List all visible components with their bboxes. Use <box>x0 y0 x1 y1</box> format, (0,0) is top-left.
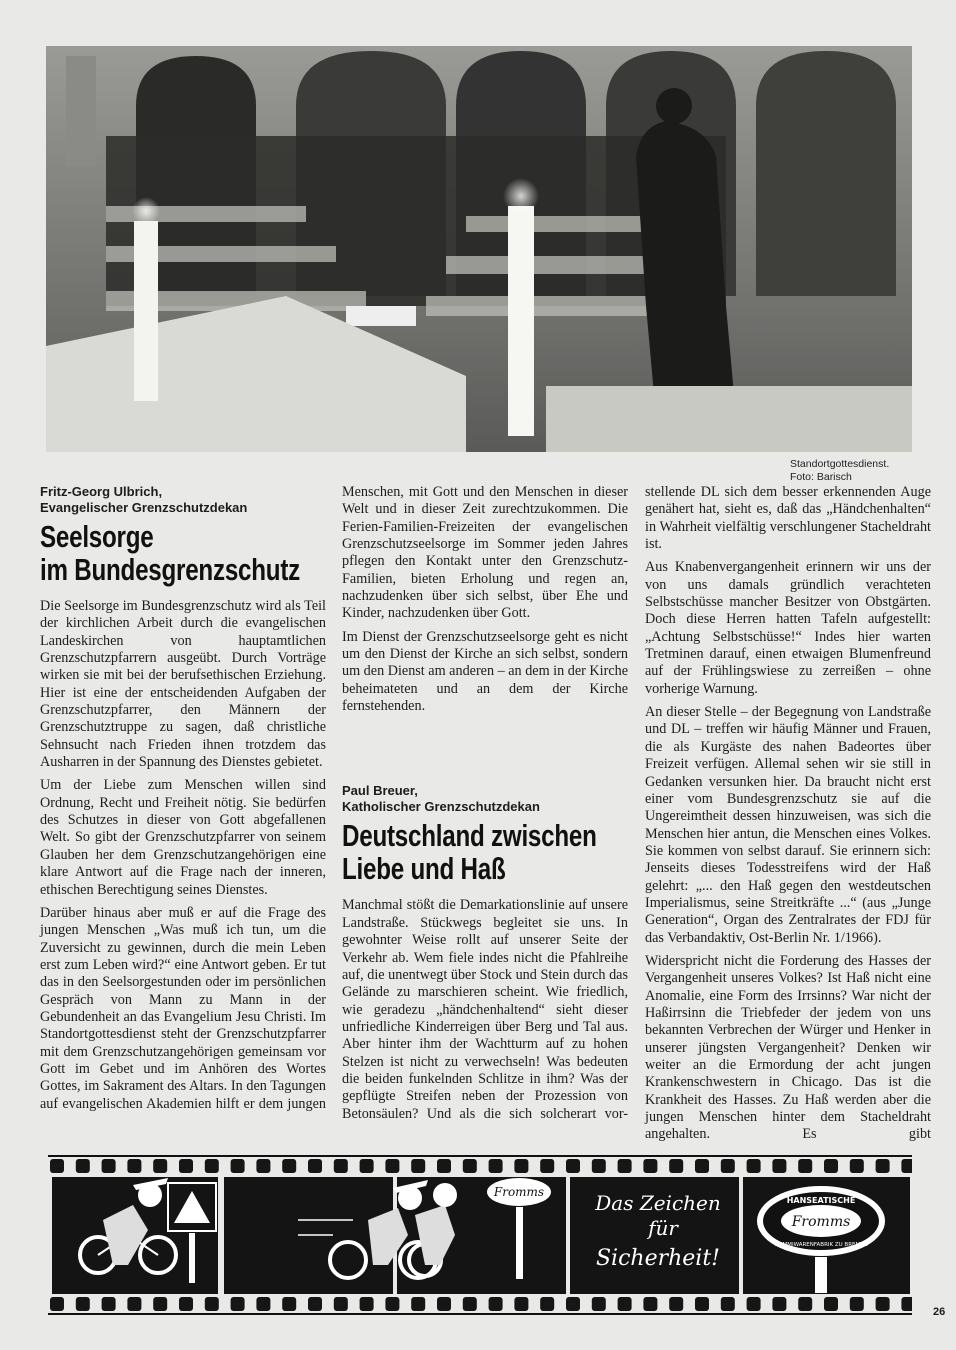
church-service-photo <box>46 46 912 452</box>
film-sprocket <box>695 1297 709 1311</box>
headline-line: Deutschland zwischen <box>342 818 597 854</box>
film-sprocket <box>256 1297 270 1311</box>
film-sprocket <box>205 1159 219 1173</box>
film-sprocket <box>231 1297 245 1311</box>
film-sprocket <box>901 1159 912 1173</box>
film-sprocket <box>876 1297 890 1311</box>
article2-author: Paul Breuer, <box>342 783 418 799</box>
svg-text:Fromms: Fromms <box>493 1185 545 1199</box>
film-sprocket <box>308 1297 322 1311</box>
column-3 <box>645 484 931 1150</box>
film-sprocket <box>489 1297 503 1311</box>
page-number: 26 <box>933 1306 946 1318</box>
headline-line: Seelsorge <box>40 519 154 554</box>
film-sprocket <box>514 1297 528 1311</box>
film-sprocket <box>592 1297 606 1311</box>
film-sprocket <box>695 1159 709 1173</box>
paragraph: An dieser Stelle – der Begegnung von Landstraße und DL – treffen wir häufig Männer und Frauen, die als Kurgäste des nahen Badeortes über Freizeit verfügen. Allemal sehen wir sie still in Gedanken versunken hier. Da braucht nicht erst einer vom Bundesgrenzschutz sie auf die Ungereimtheit dessen hinzuweisen, was sich die Menschen hier antun, die Menschen eines Volkes. Sie kommen von selbst darauf. Sie erinnern sich: Jenseits dieses Todesstreifens wird der Haß gelehrt: „... den Haß gegen den westdeutschen Imperialismus, seine Streitkräfte ...“ (aus „Junge Generation“, Organ des Zentralrates der FDJ für das Verbandaktiv, Ost-Berlin Nr. 1/1966). <box>645 704 931 946</box>
film-sprocket <box>850 1297 864 1311</box>
film-sprocket <box>153 1297 167 1311</box>
film-sprocket <box>618 1159 632 1173</box>
column-2 <box>342 484 628 1129</box>
film-sprocket <box>334 1159 348 1173</box>
film-sprocket <box>747 1297 761 1311</box>
film-sprocket <box>50 1159 64 1173</box>
svg-text:Sicherheit!: Sicherheit! <box>595 1246 721 1271</box>
svg-text:Fromms: Fromms <box>791 1214 851 1230</box>
article1-headline <box>40 520 326 586</box>
article1-author-title: Evangelischer Grenzschutzdekan <box>40 500 248 515</box>
film-sprocket <box>256 1159 270 1173</box>
film-sprocket <box>566 1159 580 1173</box>
film-sprocket <box>334 1297 348 1311</box>
headline-line: im Bundesgrenzschutz <box>40 552 300 587</box>
film-sprocket <box>721 1297 735 1311</box>
film-sprocket <box>360 1159 374 1173</box>
film-sprocket <box>643 1297 657 1311</box>
svg-text:für: für <box>648 1216 678 1240</box>
film-sprocket <box>514 1159 528 1173</box>
film-sprocket <box>385 1159 399 1173</box>
paragraph: stellende DL sich dem besser erkennenden Auge genähert hat, sieht es, daß das „Händchenhalten“ in Wahrheit vielfältig verschlungener Stacheldraht ist. <box>645 484 931 553</box>
film-sprocket <box>540 1297 554 1311</box>
film-sprocket <box>179 1297 193 1311</box>
film-sprocket <box>772 1159 786 1173</box>
film-sprocket <box>102 1297 116 1311</box>
paragraph: Um der Liebe zum Menschen willen sind Ordnung, Recht und Freiheit nötig. Sie bedürfen des Schutzes in dieser von Gott abgefallenen Welt. So gibt der Grenzschutzpfarrer von seinem Glauben her dem Grenzschutzangehörigen eine klare Antwort auf die Frage nach der inneren, ethischen Berechtigung seines Dienstes. <box>40 777 326 898</box>
film-sprocket <box>592 1159 606 1173</box>
fromms-advert-filmstrip <box>48 1155 912 1315</box>
film-sprocket <box>824 1297 838 1311</box>
film-sprocket <box>463 1297 477 1311</box>
film-sprocket <box>669 1297 683 1311</box>
film-sprocket <box>179 1159 193 1173</box>
svg-text:HANSEATISCHE: HANSEATISCHE <box>786 1196 856 1205</box>
paragraph: Darüber hinaus aber muß er auf die Frage des jungen Menschen „Was muß ich tun, um die Zuversicht zu gewinnen, durch die mein Leben erst zum Leben wird?“ eine Antwort geben. Er tut das in den Seelsorgestunden oder im persönlichen Gespräch von Mann zu Mann in der Gebundenheit an das Evangelium Jesu Christi. Im Standortgottesdienst steht der Grenzschutzpfarrer mit dem Grenzschutzangehörigen gemeinsam vor Gott im Gebet und im Anhören des Wortes Gottes, im Sakrament des Altars. In den Tagungen auf evangelischen Akademien hilft er dem jungen <box>40 904 326 1112</box>
film-sprocket <box>643 1159 657 1173</box>
film-sprocket <box>205 1297 219 1311</box>
svg-text:Das Zeichen: Das Zeichen <box>595 1191 721 1215</box>
paragraph: Im Dienst der Grenzschutzseelsorge geht es nicht um den Dienst der Kirche an sich selbst, sondern um den Dienst am anderen – an dem in der Kirche beheimateten und an dem der Kirche fernstehenden. <box>342 628 629 715</box>
film-sprocket <box>747 1159 761 1173</box>
film-sprocket <box>411 1159 425 1173</box>
paragraph: Die Seelsorge im Bundesgrenzschutz wird als Teil der kirchlichen Arbeit durch die evangelischen Landeskirchen von hauptamtlichen Grenzschutzpfarrern ausgeübt. Durch Vorträge wirken sie mit bei der berufsethischen Erziehung. Hier ist eine der entscheidenden Aufgaben der Grenzschutzpfarrer, den Männern der Grenzschutztruppe zu sagen, daß christliche Sehnsucht nach Frieden ihnen trotzdem das Ausharren in der Spannung des Dienstes gebietet. <box>40 598 326 771</box>
film-sprocket <box>463 1159 477 1173</box>
film-sprocket <box>489 1159 503 1173</box>
paragraph: Manchmal stößt die Demarkationslinie auf unsere Landstraße. Stückwegs begleitet sie uns. In gewohnter Weise rollt auf unserer Seite der Verkehr ab. Wem fiele indes nicht die Pfahlreihe auf, die unentwegt über Stock und Stein durch das Gelände zu marschieren scheint. Wie friedlich, wie geradezu „händchenhaltend“ sieht dieser unfriedliche Kinderreigen über Berg und Tal aus. Aber hinter ihm der Wachtturm auf zu hohen Stelzen ist nicht zu verwechseln! Was bedeuten die beiden funkelnden Schlitze in ihm? Was der gepflügte Streifen neben der Prozession von Betonsäulen? Und als die sich solcherart vor- <box>342 897 628 1122</box>
film-sprocket <box>798 1297 812 1311</box>
film-sprocket <box>127 1297 141 1311</box>
film-sprocket <box>540 1159 554 1173</box>
film-sprocket <box>360 1297 374 1311</box>
film-sprocket <box>876 1159 890 1173</box>
film-sprocket <box>437 1159 451 1173</box>
film-sprocket <box>282 1159 296 1173</box>
film-sprocket <box>127 1159 141 1173</box>
film-sprocket <box>850 1159 864 1173</box>
photo-caption <box>790 458 889 484</box>
paragraph: Widerspricht nicht die Forderung des Hasses der Vergangenheit unseres Volkes? Ist Haß nicht eine Anomalie, eine Form des Irrsinns? War nicht der Haßirrsinn die Triebfeder der jedem von uns bekannten Verbrechen der Würger und Henker in unserer jüngsten Vergangenheit? Denken wir weiter an die Ermordung der acht jungen Krankenschwestern in Chicago. Das ist die Krankheit des Hasses. Zu Haß werden aber die jungen Menschen hinter dem Stacheldraht angehalten. Es gibt <box>645 952 931 1143</box>
film-sprocket <box>721 1159 735 1173</box>
film-sprocket <box>308 1159 322 1173</box>
film-sprocket <box>824 1159 838 1173</box>
film-sprocket <box>669 1159 683 1173</box>
svg-text:GUMMIWARENFABRIK ZU BREMEN: GUMMIWARENFABRIK ZU BREMEN <box>774 1242 868 1248</box>
film-sprocket <box>50 1297 64 1311</box>
column-1 <box>40 484 326 1119</box>
caption-text: Standortgottesdienst. <box>790 458 890 470</box>
headline-line: Liebe und Haß <box>342 851 506 887</box>
photo-credit: Foto: Barisch <box>790 471 852 483</box>
paragraph: Aus Knabenvergangenheit erinnern wir uns der von uns damals gründlich verachteten Selbstschüsse mancher Besitzer von Obstgärten. Doch diese Herren hatten Tafeln aufgestellt: „Achtung Selbstschüsse!“ Indes hier warten Tretminen darauf, einen etwaigen Blumenfreund auf der Frühlingswiese zu zerreißen – ohne vorherige Warnung. <box>645 559 931 697</box>
article2-author-title: Katholischer Grenzschutzdekan <box>342 799 540 815</box>
film-sprocket <box>385 1297 399 1311</box>
film-sprocket <box>231 1159 245 1173</box>
film-sprocket <box>153 1159 167 1173</box>
article1-author: Fritz-Georg Ulbrich, <box>40 484 163 499</box>
film-sprocket <box>411 1297 425 1311</box>
film-sprocket <box>76 1159 90 1173</box>
film-sprocket <box>282 1297 296 1311</box>
article2-headline <box>342 819 628 885</box>
film-sprocket <box>102 1159 116 1173</box>
film-sprocket <box>798 1159 812 1173</box>
film-sprocket <box>901 1297 912 1311</box>
paragraph: Menschen, mit Gott und den Menschen in dieser Welt und in dieser Zeit zurechtzukommen. Die Ferien-Familien-Freizeiten der evangelischen Grenzschutzseelsorge im Sommer jeden Jahres pflegen den Kontakt unter den Grenzschutz-Familien, bieten Erholung und regen an, nachzudenken über sich selbst, über Ehe und Kinder, nachzudenken über Gott. <box>342 484 628 622</box>
film-sprocket <box>772 1297 786 1311</box>
film-sprocket <box>618 1297 632 1311</box>
film-sprocket <box>437 1297 451 1311</box>
film-sprocket <box>566 1297 580 1311</box>
film-sprocket <box>76 1297 90 1311</box>
